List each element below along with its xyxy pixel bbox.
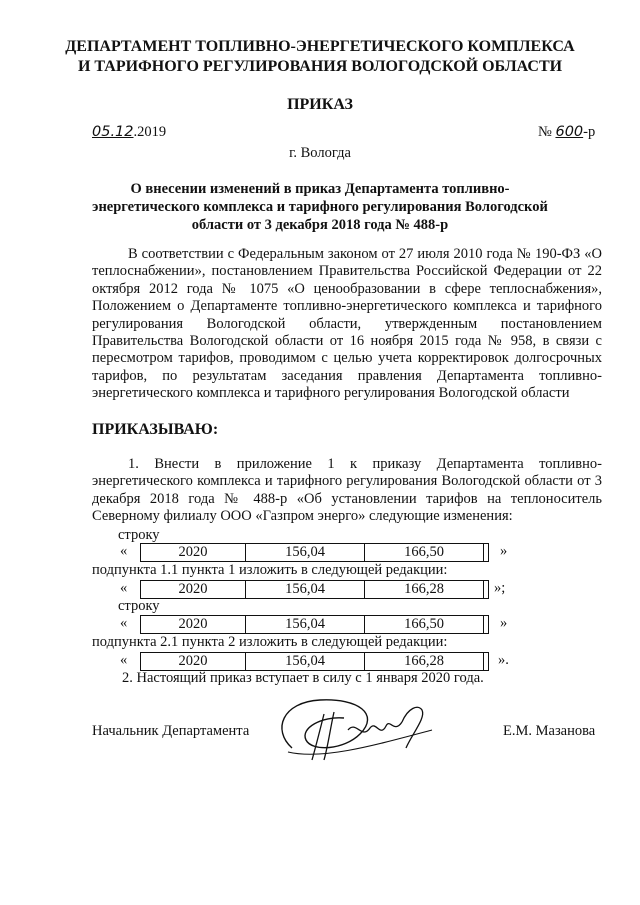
- number-prefix: №: [538, 124, 552, 140]
- cell-value-1: 156,04: [246, 581, 365, 599]
- cell-year: 2020: [141, 653, 246, 671]
- item-2-text: 2. Настоящий приказ вступает в силу с 1 января 2020 года.: [122, 670, 484, 686]
- cell-year: 2020: [141, 581, 246, 599]
- open-quote-4: «: [120, 652, 128, 668]
- org-name-line1: ДЕПАРТАМЕНТ ТОПЛИВНО-ЭНЕРГЕТИЧЕСКОГО КОМПЛЕКСА: [65, 38, 575, 55]
- cell-value-2: 166,28: [365, 653, 484, 671]
- item-1: [92, 456, 602, 526]
- cell-value-1: 156,04: [246, 544, 365, 562]
- close-quote-3: »: [500, 615, 508, 631]
- signatory-name: Е.М. Мазанова: [503, 723, 596, 739]
- preamble-text: В соответствии с Федеральным законом от 27 июля 2010 года № 190-ФЗ «О теплоснабжении», постановлением Правительства Российской Федерации от 22 октября 2012 года № 1075 «О ценообразовании в сфере теплоснабжения», Положением о Департаменте топливно-энергетического комплекса и тарифного регулирования Вологодской области, утвержденным постановлением Правительства Вологодской области от 16 ноября 2015 года № 958, в связи с пересмотром тарифов, проводимом с целью учета корректировок долгосрочных тарифов, по результатам заседания правления Департамента топливно-энергетического комплекса и тарифного регулирования Вологодской области: [92, 246, 602, 402]
- open-quote-3: «: [120, 615, 128, 631]
- row-word-1: строку: [118, 527, 160, 543]
- table-row: [141, 581, 489, 599]
- cell-year: 2020: [141, 616, 246, 634]
- cell-value-2: 166,50: [365, 616, 484, 634]
- change-table-4: [140, 652, 489, 671]
- doc-title-line2: энергетического комплекса и тарифного регулирования Вологодской: [92, 199, 548, 215]
- cell-year: 2020: [141, 544, 246, 562]
- city: г. Вологда: [289, 145, 351, 161]
- item-1-text: 1. Внести в приложение 1 к приказу Департамента топливно-энергетического комплекса и тарифного регулирования Вологодской области от 3 декабря 2018 года № 488-р «Об установлении тарифов на теплоноситель Северному филиалу ООО «Газпром энерго» следующие изменения:: [92, 456, 602, 525]
- cell-value-1: 156,04: [246, 616, 365, 634]
- subpoint-1-text: подпункта 1.1 пункта 1 изложить в следующей редакции:: [92, 562, 448, 578]
- close-quote-1: »: [500, 543, 508, 559]
- subpoint-2-text: подпункта 2.1 пункта 2 изложить в следующей редакции:: [92, 634, 448, 650]
- order-word: ПРИКАЗЫВАЮ:: [92, 421, 219, 438]
- open-quote-1: «: [120, 543, 128, 559]
- org-name-line2: И ТАРИФНОГО РЕГУЛИРОВАНИЯ ВОЛОГОДСКОЙ ОБЛАСТИ: [77, 58, 563, 75]
- change-table-3: [140, 615, 489, 634]
- doc-title-line3: области от 3 декабря 2018 года № 488-р: [191, 217, 449, 233]
- cell-end: [484, 544, 489, 562]
- table-row: [141, 544, 489, 562]
- date-year: .2019: [133, 124, 167, 140]
- close-quote-2: »;: [494, 580, 506, 596]
- cell-end: [484, 653, 489, 671]
- signature-graphic: [262, 690, 462, 770]
- cell-value-1: 156,04: [246, 653, 365, 671]
- number-handwritten: 600: [555, 124, 584, 140]
- preamble: [92, 246, 602, 403]
- table-row: [141, 653, 489, 671]
- signatory-position: Начальник Департамента: [92, 723, 250, 739]
- change-table-2: [140, 580, 489, 599]
- number-suffix: -р: [583, 124, 596, 140]
- table-row: [141, 616, 489, 634]
- cell-value-2: 166,28: [365, 581, 484, 599]
- doc-type: ПРИКАЗ: [287, 96, 353, 113]
- close-quote-4: ».: [498, 652, 509, 668]
- doc-date: [92, 124, 166, 141]
- cell-value-2: 166,50: [365, 544, 484, 562]
- open-quote-2: «: [120, 580, 128, 596]
- cell-end: [484, 581, 489, 599]
- change-table-1: [140, 543, 489, 562]
- doc-title-line1: О внесении изменений в приказ Департамента топливно-: [130, 181, 510, 197]
- row-word-2: строку: [118, 598, 160, 614]
- cell-end: [484, 616, 489, 634]
- date-handwritten: 05.12: [92, 124, 134, 140]
- doc-number: [538, 124, 595, 141]
